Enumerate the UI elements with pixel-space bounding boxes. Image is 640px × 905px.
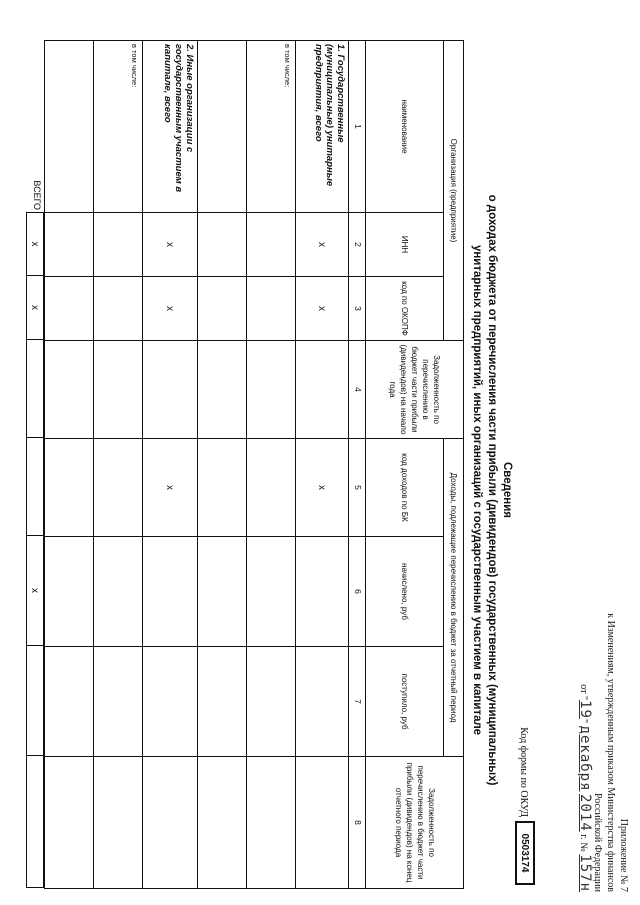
cell[interactable] [93,341,142,439]
cell-mark: x [142,439,197,537]
cell[interactable] [45,277,94,341]
cell[interactable] [45,537,94,647]
cell[interactable] [142,537,197,647]
cell[interactable] [198,757,247,889]
section-1-label: 1. Государственные (муниципальные) унитарные предприятия, всего [295,41,348,213]
cell[interactable] [198,213,247,277]
total-accrued-mark: x [26,535,44,646]
cell[interactable] [198,439,247,537]
okud-label: Код формы по ОКУД [518,727,529,817]
col-num-6: 6 [348,537,366,647]
cell-mark: x [295,439,348,537]
order-number: 157н [577,854,593,892]
col-num-2: 2 [348,213,366,277]
cell[interactable] [142,647,197,757]
cell[interactable] [198,537,247,647]
date-quote: " [578,718,589,724]
cell[interactable] [246,277,295,341]
cell[interactable] [246,439,295,537]
appendix-header [577,562,630,892]
table-row [198,41,247,889]
total-received[interactable] [26,645,44,756]
cell[interactable] [45,757,94,889]
appendix-line-3: Российской Федерации [592,792,603,892]
header-organization: Организация (предприятие) [444,41,464,341]
form-title [469,120,514,860]
date-prefix: от " [578,684,589,701]
cell[interactable] [45,41,94,213]
cell[interactable] [246,647,295,757]
total-okopf-mark: x [26,275,44,340]
cell[interactable] [45,213,94,277]
cell[interactable] [142,757,197,889]
header-debt-end: Задолженность по перечислению в бюджет части прибыли (дивидендов) на конец отчетного периода [366,757,464,889]
cell[interactable] [93,277,142,341]
header-income-group: Доходы, подлежащие перечислению в бюджет за отчетный период [444,439,464,757]
total-debt-end[interactable] [26,755,44,888]
col-num-3: 3 [348,277,366,341]
total-debt-start[interactable] [26,339,44,438]
cell[interactable] [198,647,247,757]
column-number-row [348,41,366,889]
header-okopf: код по ОКОПФ [366,277,444,341]
cell-mark: x [142,213,197,277]
date-month: декабря [577,725,593,792]
cell[interactable] [295,537,348,647]
section-2-label: 2. Иные организации с государственным участием в капитале, всего [142,41,197,213]
number-prefix: г. № [578,834,589,852]
income-table [44,40,464,889]
table-row [45,41,94,889]
including-label-1: в том числе: [246,41,295,213]
date-day: 19 [577,700,593,719]
header-inn: ИНН [366,213,444,277]
appendix-date-line [577,562,591,892]
cell[interactable] [93,647,142,757]
cell-mark: x [295,277,348,341]
cell[interactable] [142,341,197,439]
appendix-line-1: Приложение № 7 [618,818,629,892]
col-num-7: 7 [348,647,366,757]
cell[interactable] [45,341,94,439]
col-num-1: 1 [348,41,366,213]
col-num-5: 5 [348,439,366,537]
cell[interactable] [295,341,348,439]
cell[interactable] [246,341,295,439]
col-num-4: 4 [348,341,366,439]
cell[interactable] [246,757,295,889]
total-inn-mark: x [26,212,44,276]
col-num-8: 8 [348,757,366,889]
cell-mark: x [295,213,348,277]
cell[interactable] [45,647,94,757]
title-line-2: о доходах бюджета от перечисления части прибыли (дивидендов) государственных (муниципальных) [486,194,498,786]
cell[interactable] [93,213,142,277]
total-bk-code[interactable] [26,437,44,536]
table-row [142,41,197,889]
cell[interactable] [246,213,295,277]
date-year: 2014 [577,794,593,832]
cell[interactable] [198,341,247,439]
cell[interactable] [198,41,247,213]
okud-code: 0503174 [515,821,535,885]
cell[interactable] [198,277,247,341]
table-row [93,41,142,889]
cell[interactable] [45,439,94,537]
header-name: наименование [366,41,444,213]
appendix-line-2: к Изменениям, утвержденным приказом Министерства финансов [605,613,616,892]
cell[interactable] [246,537,295,647]
total-label: ВСЕГО [32,180,42,210]
cell[interactable] [93,537,142,647]
including-label-2: в том числе: [93,41,142,213]
cell[interactable] [93,439,142,537]
cell[interactable] [93,757,142,889]
title-line-3: унитарных предприятий, иных организаций с государственным участием в капитале [471,244,483,736]
title-line-1: Сведения [501,461,513,519]
header-debt-start: Задолженность по перечислению в бюджет части прибыли (дивидендов) на начало года [366,341,464,439]
cell-mark: x [142,277,197,341]
header-accrued: начислено, руб [366,537,444,647]
table-row [246,41,295,889]
header-bk-code: код доходов по БК [366,439,444,537]
cell[interactable] [295,757,348,889]
table-row [295,41,348,889]
cell[interactable] [295,647,348,757]
header-received: поступило, руб [366,647,444,757]
